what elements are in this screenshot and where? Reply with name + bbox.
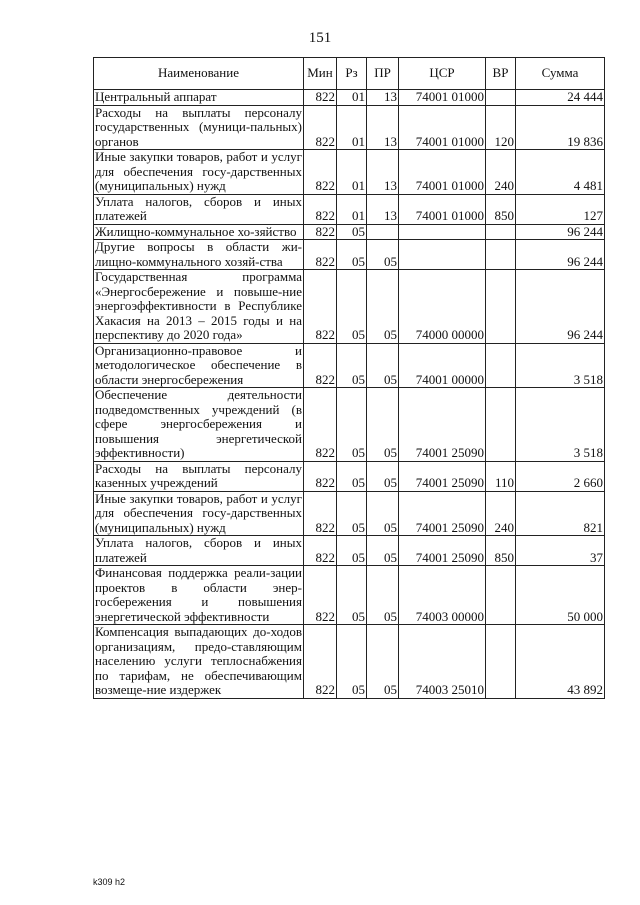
row-name: Обеспечение деятельности подведомственных учреждений (в сфере энергосбережения и повышения энергетической эффективности) (95, 387, 302, 460)
row-name: Уплата налогов, сборов и иных платежей (95, 535, 302, 565)
row-sum: 43 892 (516, 625, 605, 699)
row-min: 822 (304, 536, 337, 566)
row-name: Центральный аппарат (94, 90, 304, 106)
row-sum: 37 (516, 536, 605, 566)
row-pr: 05 (367, 566, 399, 625)
row-rz: 01 (337, 150, 367, 195)
row-pr: 05 (367, 536, 399, 566)
row-min: 822 (304, 270, 337, 344)
row-csr: 74001 01000 (399, 105, 486, 150)
row-vr: 110 (486, 461, 516, 491)
row-csr: 74001 25090 (399, 491, 486, 536)
row-vr: 240 (486, 491, 516, 536)
row-name: Другие вопросы в области жи-лищно-коммунального хозяй-ства (95, 239, 302, 269)
row-rz: 01 (337, 105, 367, 150)
row-rz: 05 (337, 343, 367, 388)
row-pr: 13 (367, 105, 399, 150)
header-pr: ПР (367, 58, 399, 90)
table-row (94, 536, 605, 566)
row-csr: 74001 01000 (399, 194, 486, 224)
row-sum: 821 (516, 491, 605, 536)
row-sum: 96 244 (516, 270, 605, 344)
table-header-row (94, 58, 605, 90)
row-csr: 74003 00000 (399, 566, 486, 625)
row-csr (399, 240, 486, 270)
row-vr: 240 (486, 150, 516, 195)
row-name: Расходы на выплаты персоналу казенных учреждений (95, 460, 302, 490)
row-rz: 05 (337, 240, 367, 270)
row-vr (486, 224, 516, 240)
row-rz: 05 (337, 270, 367, 344)
table-row (94, 461, 605, 491)
row-pr: 05 (367, 343, 399, 388)
row-vr (486, 90, 516, 106)
row-sum: 96 244 (516, 224, 605, 240)
row-min: 822 (304, 90, 337, 106)
document-code: k309 h2 (93, 877, 126, 887)
row-name: Иные закупки товаров, работ и услуг для обеспечения госу-дарственных (муниципальных) нужд (95, 490, 302, 535)
row-pr: 13 (367, 194, 399, 224)
table-row (94, 105, 605, 150)
row-pr: 13 (367, 150, 399, 195)
row-min: 822 (304, 194, 337, 224)
row-sum: 19 836 (516, 105, 605, 150)
table-row (94, 240, 605, 270)
table-row (94, 388, 605, 462)
row-min: 822 (304, 566, 337, 625)
row-vr (486, 240, 516, 270)
table-row (94, 194, 605, 224)
table-row (94, 566, 605, 625)
row-vr (486, 625, 516, 699)
row-rz: 01 (337, 90, 367, 106)
table-row (94, 343, 605, 388)
row-pr: 05 (367, 240, 399, 270)
row-csr: 74001 00000 (399, 343, 486, 388)
row-vr (486, 270, 516, 344)
budget-table (93, 57, 605, 699)
header-min: Мин (304, 58, 337, 90)
table-row (94, 224, 605, 240)
row-rz: 05 (337, 388, 367, 462)
row-csr: 74001 25090 (399, 461, 486, 491)
table-row (94, 491, 605, 536)
page-number: 151 (308, 30, 332, 46)
header-rz: Рз (337, 58, 367, 90)
row-sum: 4 481 (516, 150, 605, 195)
row-rz: 05 (337, 566, 367, 625)
row-vr (486, 566, 516, 625)
row-name: Финансовая поддержка реали-зации проектов в области энер-госбережения и повышения энергетической эффективности (95, 565, 302, 624)
row-csr: 74000 00000 (399, 270, 486, 344)
row-min: 822 (304, 388, 337, 462)
row-sum: 127 (516, 194, 605, 224)
row-min: 822 (304, 625, 337, 699)
row-name: Расходы на выплаты персоналу государственных (муници-пальных) органов (95, 104, 302, 149)
row-csr: 74001 01000 (399, 150, 486, 195)
header-sum: Сумма (516, 58, 605, 90)
row-pr: 05 (367, 461, 399, 491)
row-csr: 74001 25090 (399, 536, 486, 566)
row-pr: 05 (367, 388, 399, 462)
row-pr: 05 (367, 491, 399, 536)
row-vr: 120 (486, 105, 516, 150)
row-name: Организационно-правовое и методологическое обеспечение в области энергосбережения (95, 342, 302, 387)
row-csr: 74003 25010 (399, 625, 486, 699)
row-sum: 3 518 (516, 343, 605, 388)
row-csr: 74001 01000 (399, 90, 486, 106)
row-csr: 74001 25090 (399, 388, 486, 462)
row-name: Компенсация выпадающих до-ходов организациям, предо-ставляющим населению услуги теплоснабжения по тарифам, не обеспечивающим возмеще-ние издержек (95, 624, 302, 697)
row-rz: 05 (337, 625, 367, 699)
row-sum: 24 444 (516, 90, 605, 106)
row-pr (367, 224, 399, 240)
table-row (94, 150, 605, 195)
row-min: 822 (304, 343, 337, 388)
row-min: 822 (304, 105, 337, 150)
row-sum: 3 518 (516, 388, 605, 462)
row-name: Уплата налогов, сборов и иных платежей (95, 193, 302, 223)
row-name: Жилищно-коммунальное хо-зяйство (94, 224, 304, 240)
row-vr: 850 (486, 194, 516, 224)
header-vr: ВР (486, 58, 516, 90)
row-name: Государственная программа «Энергосбережение и повыше-ние энергоэффективности в Республике Хакасия на 2013 – 2015 годы и на перспективу до 2020 года» (95, 269, 302, 342)
row-vr: 850 (486, 536, 516, 566)
row-sum: 50 000 (516, 566, 605, 625)
row-pr: 13 (367, 90, 399, 106)
row-csr (399, 224, 486, 240)
row-rz: 05 (337, 461, 367, 491)
table-row (94, 270, 605, 344)
row-min: 822 (304, 461, 337, 491)
row-min: 822 (304, 150, 337, 195)
row-vr (486, 343, 516, 388)
row-vr (486, 388, 516, 462)
row-rz: 05 (337, 224, 367, 240)
row-rz: 01 (337, 194, 367, 224)
row-pr: 05 (367, 270, 399, 344)
table-row (94, 90, 605, 106)
row-min: 822 (304, 491, 337, 536)
row-min: 822 (304, 240, 337, 270)
row-rz: 05 (337, 491, 367, 536)
header-csr: ЦСР (399, 58, 486, 90)
header-name: Наименование (94, 58, 304, 90)
row-sum: 2 660 (516, 461, 605, 491)
row-rz: 05 (337, 536, 367, 566)
row-sum: 96 244 (516, 240, 605, 270)
table-row (94, 625, 605, 699)
row-name: Иные закупки товаров, работ и услуг для обеспечения госу-дарственных (муниципальных) нужд (95, 149, 302, 193)
row-min: 822 (304, 224, 337, 240)
row-pr: 05 (367, 625, 399, 699)
